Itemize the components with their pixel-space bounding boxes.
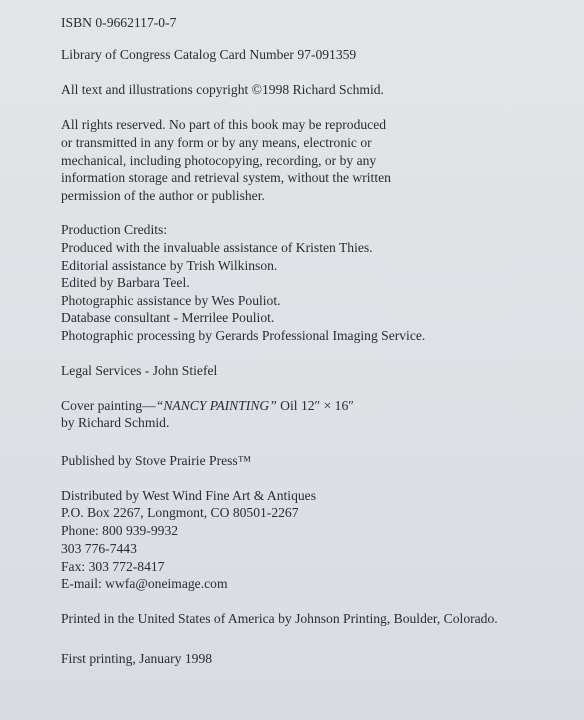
credit-line: Database consultant - Merrilee Pouliot.	[61, 310, 275, 325]
rights-line: mechanical, including photocopying, recording, or by any	[61, 153, 377, 168]
cover-painting	[61, 397, 354, 415]
first-printing: First printing, January 1998	[61, 651, 213, 666]
credit-line: Edited by Barbara Teel.	[61, 275, 190, 290]
isbn: ISBN 0-9662117-0-7	[61, 15, 177, 30]
distribution-line: 303 776-7443	[61, 541, 137, 556]
cover-suffix: Oil 12″ × 16″	[276, 398, 354, 413]
rights-line: permission of the author or publisher.	[61, 188, 265, 203]
distribution-line: P.O. Box 2267, Longmont, CO 80501-2267	[61, 505, 299, 520]
distribution-line: Distributed by West Wind Fine Art & Antiques	[61, 488, 317, 503]
printed-line: Printed in the United States of America by Johnson Printing, Boulder, Colorado.	[61, 611, 498, 626]
legal-services: Legal Services - John Stiefel	[61, 363, 218, 378]
publisher: Published by Stove Prairie Press™	[61, 453, 252, 468]
rights-line: information storage and retrieval system, without the written	[61, 170, 391, 185]
credit-line: Produced with the invaluable assistance of Kristen Thies.	[61, 240, 373, 255]
credit-line: Photographic assistance by Wes Pouliot.	[61, 293, 281, 308]
distribution-line: Fax: 303 772-8417	[61, 559, 165, 574]
distribution-line: E-mail: wwfa@oneimage.com	[61, 576, 228, 591]
credit-line: Editorial assistance by Trish Wilkinson.	[61, 258, 278, 273]
credits-heading: Production Credits:	[61, 222, 168, 237]
cover-title: “NANCY PAINTING”	[155, 398, 277, 413]
loc-number: Library of Congress Catalog Card Number 97-091359	[61, 47, 357, 62]
rights-line: or transmitted in any form or by any means, electronic or	[61, 135, 372, 150]
copyright-line: All text and illustrations copyright ©1998 Richard Schmid.	[61, 82, 384, 97]
cover-prefix: Cover painting—	[61, 398, 156, 413]
distribution-line: Phone: 800 939-9932	[61, 523, 179, 538]
credit-line: Photographic processing by Gerards Professional Imaging Service.	[61, 328, 426, 343]
rights-line: All rights reserved. No part of this book may be reproduced	[61, 117, 387, 132]
cover-artist: by Richard Schmid.	[61, 415, 170, 430]
